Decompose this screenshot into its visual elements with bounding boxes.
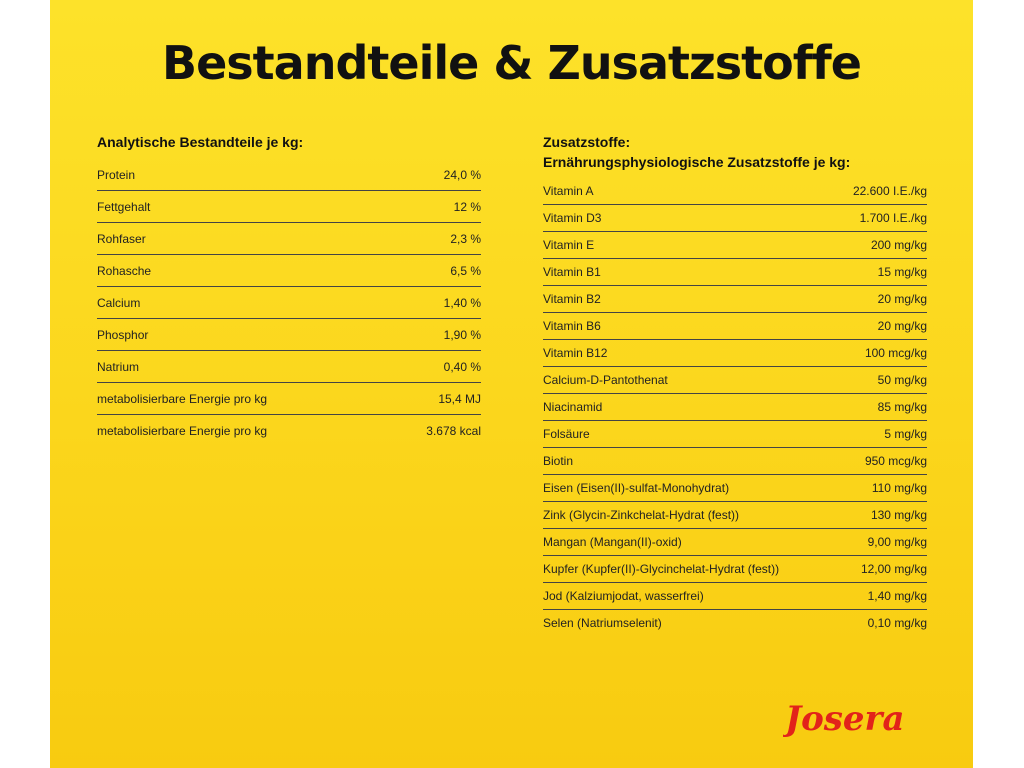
table-row [97,223,481,255]
row-label: Niacinamid [543,400,603,414]
analytical-heading: Analytische Bestandteile je kg: [97,134,304,150]
row-value: 20 mg/kg [877,319,927,333]
table-row [97,351,481,383]
row-label: Vitamin B1 [543,265,601,279]
table-row [543,583,927,610]
row-label: Vitamin B2 [543,292,601,306]
table-row [543,367,927,394]
row-value: 1,40 mg/kg [867,589,927,603]
table-row [543,178,927,205]
analytical-table [97,159,481,446]
row-label: Vitamin E [543,238,595,252]
table-row [543,394,927,421]
row-label: metabolisierbare Energie pro kg [97,423,268,438]
row-label: metabolisierbare Energie pro kg [97,391,268,406]
josera-logo [783,699,941,739]
table-row [97,383,481,415]
table-row [543,205,927,232]
row-value: 50 mg/kg [877,373,927,387]
table-row [97,287,481,319]
row-value: 15 mg/kg [877,265,927,279]
row-value: 0,40 % [443,359,481,374]
row-value: 130 mg/kg [870,508,927,522]
row-value: 950 mcg/kg [864,454,927,468]
row-label: Eisen (Eisen(II)-sulfat-Monohydrat) [543,481,730,495]
table-row [97,191,481,223]
row-value: 12,00 mg/kg [860,562,927,576]
row-label: Biotin [543,454,574,468]
table-row [543,529,927,556]
row-label: Zink (Glycin-Zinkchelat-Hydrat (fest)) [543,508,740,522]
row-label: Phosphor [97,327,149,342]
table-row [97,159,481,191]
row-label: Rohasche [97,263,152,278]
label-panel [50,0,973,768]
row-label: Vitamin B6 [543,319,601,333]
additives-heading: Zusatzstoffe: [543,134,631,150]
additives-table [543,178,927,636]
row-value: 9,00 mg/kg [867,535,927,549]
row-value: 6,5 % [450,263,481,278]
row-label: Fettgehalt [97,199,151,214]
row-value: 20 mg/kg [877,292,927,306]
row-label: Natrium [97,359,140,374]
row-label: Protein [97,167,136,182]
row-value: 200 mg/kg [870,238,927,252]
nutritional-additives-heading: Ernährungsphysiologische Zusatzstoffe je kg: [543,154,851,170]
table-row [97,415,481,446]
table-row [543,421,927,448]
row-label: Calcium-D-Pantothenat [543,373,668,387]
table-row [543,286,927,313]
row-label: Rohfaser [97,231,146,246]
row-label: Jod (Kalziumjodat, wasserfrei) [543,589,704,603]
table-row [543,610,927,636]
row-label: Selen (Natriumselenit) [543,616,662,630]
row-value: 0,10 mg/kg [867,616,927,630]
row-value: 2,3 % [450,231,481,246]
table-row [543,259,927,286]
page-title: Bestandteile & Zusatzstoffe [162,36,861,90]
row-value: 15,4 MJ [438,391,481,406]
row-value: 1.700 I.E./kg [859,211,927,225]
row-value: 110 mg/kg [871,481,927,495]
row-value: 5 mg/kg [884,427,927,441]
row-label: Mangan (Mangan(II)-oxid) [543,535,682,549]
row-value: 1,90 % [443,327,481,342]
row-value: 1,40 % [443,295,481,310]
row-label: Folsäure [543,427,590,441]
row-value: 3.678 kcal [426,423,481,438]
row-value: 100 mcg/kg [864,346,927,360]
table-row [543,475,927,502]
table-row [543,340,927,367]
logo-text: Josera [785,699,905,739]
table-row [543,556,927,583]
row-value: 22.600 I.E./kg [852,184,927,198]
additives-section [543,132,927,636]
table-row [543,232,927,259]
row-value: 85 mg/kg [877,400,927,414]
row-label: Vitamin D3 [543,211,602,225]
table-row [543,502,927,529]
row-label: Vitamin B12 [543,346,608,360]
table-row [543,448,927,475]
row-value: 24,0 % [443,167,481,182]
table-row [543,313,927,340]
analytical-components-section [97,132,481,446]
table-row [97,255,481,287]
row-value: 12 % [453,199,481,214]
row-label: Vitamin A [543,184,594,198]
row-label: Calcium [97,295,141,310]
table-row [97,319,481,351]
row-label: Kupfer (Kupfer(II)-Glycinchelat-Hydrat (fest)) [543,562,780,576]
